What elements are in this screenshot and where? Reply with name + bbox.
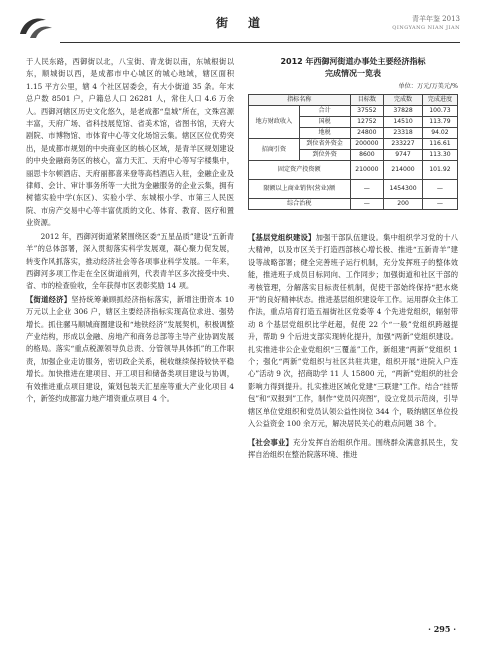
row-group: 限额以上商业销售(营业)额	[249, 180, 351, 199]
row-rate: 101.92	[422, 161, 457, 180]
table-row	[249, 161, 458, 180]
row-rate: —	[422, 180, 457, 199]
table-unit: 单位：万元/万美元/%	[398, 83, 458, 90]
row-rate: 113.79	[422, 117, 457, 128]
table-row	[249, 180, 458, 199]
row-target: 8600	[350, 150, 384, 161]
section-title: 街 道	[215, 16, 264, 30]
row-item: 地税	[299, 128, 350, 139]
row-target: 12752	[350, 117, 384, 128]
row-group: 地方财政收入	[249, 106, 300, 139]
row-target: 210000	[350, 161, 384, 180]
economic-indicator-table-block	[248, 56, 458, 210]
economic-indicator-table	[248, 94, 458, 210]
row-group: 综合治税	[249, 199, 351, 210]
row-done: 14510	[384, 117, 423, 128]
header-done: 完成数	[384, 95, 423, 106]
table-row	[249, 139, 458, 150]
left-column	[26, 56, 234, 405]
header-indicator: 指标名称	[249, 95, 351, 106]
row-done: 1454300	[384, 180, 423, 199]
header-rule	[60, 42, 460, 43]
row-rate: 100.73	[422, 106, 457, 117]
party-text: 加强干部队伍建设。集中组织学习党的十八大精神，以及市区关于打造西部核心增长极、推进“五新青羊”建设等战略部署；健全完善班子运行机制，充分发挥班子的整体效能，推进班子成员目标同向、工作同步；加强街道和社区干部的考核管理，分解落实目标责任机制，促使干部始终保持“把水烧开”的良好精神状态。推进基层组织建设年工作。运用群众主体工作法，重点培育打造五福街社区党委等 4 个先进党组织，辐射带动 8 个基层党组织比学赶超，促使 22 个“一般”党组织跨越提升，帮助 9 个后进支部实现转化提升，加强“两新”党组织建设。扎实推进非公企业党组织“三覆盖”工作，新组建“两新”党组织 1 个；强化“两新”党组织与社区共驻共建，组织开展“进院入户连心”活动 9 次，招商助学 11 人 15800 元，“两新”党组织的社会影响力得到提升。扎实推进区域化党建“三联建”工作。结合“挂帮包”和“双报到”工作，制作“党员闪亮图”，设立党员示范岗，引导辖区单位党组织和党员认领公益性岗位 344 个，吸纳辖区单位投入公益资金 100 余万元，解决居民关心的难点问题 38 个。	[248, 233, 459, 429]
row-group: 招商引资	[249, 139, 300, 161]
row-done: 200	[384, 199, 423, 210]
header-target: 目标数	[350, 95, 384, 106]
row-target: —	[350, 180, 384, 199]
yearbook-pinyin: QINGYANG NIAN JIAN	[392, 25, 460, 31]
social-paragraph	[248, 437, 458, 462]
row-rate: 113.30	[422, 150, 457, 161]
right-column	[248, 232, 458, 461]
row-item: 国税	[299, 117, 350, 128]
economy-paragraph	[26, 294, 234, 406]
row-item: 合计	[299, 106, 350, 117]
table-row	[249, 199, 458, 210]
economy-tag: 【街道经济】	[26, 294, 72, 304]
row-done: 23318	[384, 128, 423, 139]
social-text: 充分发挥自治组织作用。围绕群众满意抓民生，发挥自治组织在整治院落环境、推进	[248, 437, 459, 459]
summary-paragraph: 2012 年，西御河街道紧紧围绕区委“五星品质”建设“五新青羊”的总体部署，深入贯彻落实科学发展观，凝心聚力促发展，转变作风抓落实，推动经济社会等各项事业科学发展。一年来，西御河多项工作走在全区街道前列，代表青羊区多次接受中央、省、市的检查验收，全年获得市区表彰奖励 14 项。	[26, 231, 234, 291]
row-target: 24800	[350, 128, 384, 139]
table-title-line1: 2012 年西御河街道办事处主要经济指标	[280, 57, 426, 66]
row-rate: 94.02	[422, 128, 457, 139]
table-title-line2: 完成情况一览表	[325, 69, 381, 78]
row-rate: —	[422, 199, 457, 210]
table-row	[249, 106, 458, 117]
row-done: 37828	[384, 106, 423, 117]
page-header	[0, 0, 480, 48]
row-done: 9747	[384, 150, 423, 161]
row-group: 固定资产投资额	[249, 161, 351, 180]
intro-paragraph: 于人民东路，西御街以北，八宝街、青龙街以南，东城根街以东，顺城街以西，是成都市中心城区的城心地域，辖区面积 1.15 平方公里，辖 4 个社区居委会，有大小街道 35 条。年末总户数 8501 户，户籍总人口 26281 人，常住人口 4.6 万余人。西御河辖区历史文化悠久，是老成都“皇城”所在，文殊宫源丰富，天府广场、省科技展览馆、省美术馆，省图书馆，天府大剧院、市博物馆、市体育中心等文化场馆云集。辖区区位优势突出，是成都市规划的中央商业区的核心区域，是青羊区规划建设的中央金融商务区的核心，富力天汇、天府中心等写字楼集中，丽思卡尔顿酒店、天府丽都喜来登等高档酒店入驻，金融企业及律师、会计、审计事务所等一大批为金融服务的企业云集，拥有树德实验中学(东区)、实验小学、东城根小学、市第三人民医院、市房产交易中心等丰富优质的文化、体育、教育、医疗和置业资源。	[26, 57, 234, 228]
page-number: · 295 ·	[428, 624, 456, 634]
row-target: 200000	[350, 139, 384, 150]
party-tag: 【基层党组织建设】	[248, 233, 316, 242]
table-header-row	[249, 95, 458, 106]
social-tag: 【社会事业】	[248, 437, 294, 447]
row-item: 到位外资	[299, 150, 350, 161]
row-target: 37552	[350, 106, 384, 117]
row-done: 233227	[384, 139, 423, 150]
header-rate: 完成进度	[422, 95, 457, 106]
row-target: —	[350, 199, 384, 210]
economy-text: 坚持统筹兼顾抓经济指标落实，新增注册资本 10 万元以上企业 306 户，辖区主要经济指标实现高位求进、强势增长。抓住骡马顺城商圈建设和“地铁经济”发展契机，积极调整产业结构，形成以金融、房地产和商务总部等主导产业协调发展的格局。落实“重点税源领导负总责、分管领导具体抓”的工作职责，加强企业走访服务，密切政企关系，税收继续保持较快平稳增长。加快推进在建项目、开工项目和储备类项目建设与协调，有效推进重点项目建设，策划包装天汇星座等重大产业化项目 4 个，新签约成都富力地产增资重点项目 4 个。	[26, 294, 234, 403]
row-item: 到位省外资金	[299, 139, 350, 150]
yearbook-name: 青羊年鉴 2013	[411, 15, 460, 23]
party-paragraph	[248, 232, 458, 431]
row-done: 214000	[384, 161, 423, 180]
row-rate: 116.61	[422, 139, 457, 150]
yearbook-label	[392, 15, 460, 33]
